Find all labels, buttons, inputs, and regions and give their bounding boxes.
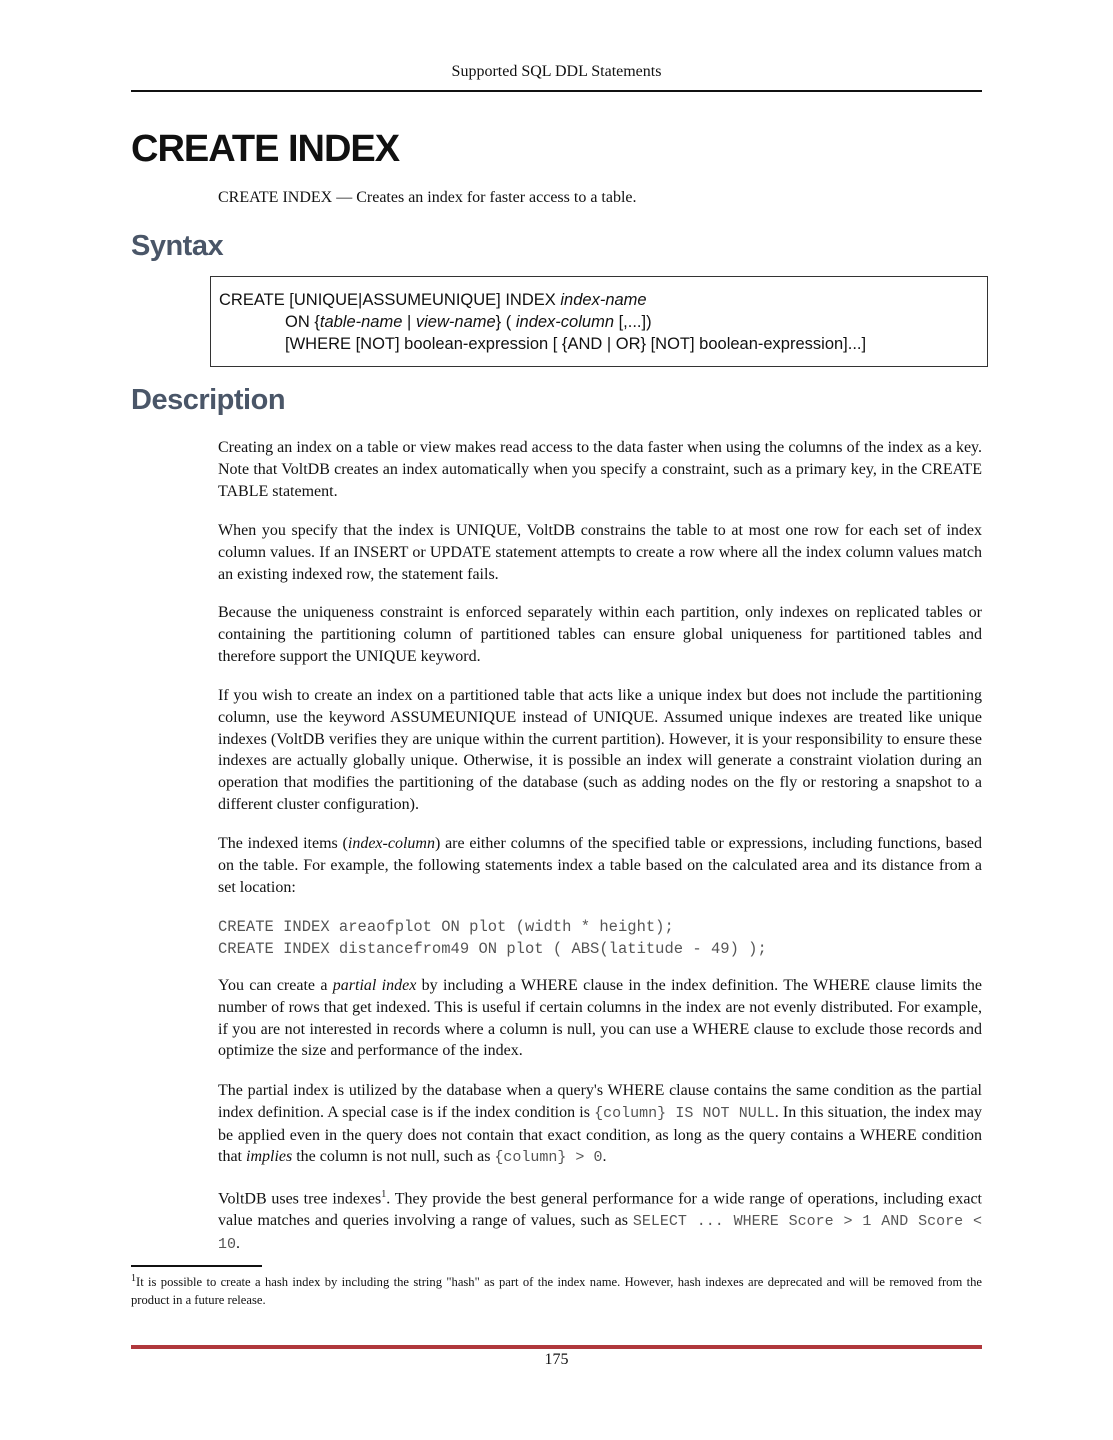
syntax-text: [,...]) [614, 313, 652, 331]
text: the column is not null, such as [292, 1148, 495, 1166]
footer-rule [131, 1345, 982, 1349]
code-line: CREATE INDEX areaofplot ON plot (width * height); [218, 918, 674, 936]
paragraph-1: Creating an index on a table or view makes read access to the data faster when using the columns of the index as a key. Note that VoltDB creates an index automatically when you specify a constraint, such as a primary key, in the CREATE TABLE statement. [218, 439, 982, 500]
emphasis: implies [246, 1148, 293, 1166]
footnote [131, 1270, 982, 1309]
text: The indexed items ( [218, 835, 348, 852]
page-title: CREATE INDEX [131, 128, 400, 170]
inline-code: SELECT ... WHERE Score > 1 AND Score < 10 [218, 1213, 983, 1253]
paragraph-8 [218, 1184, 982, 1256]
code-line: CREATE INDEX distancefrom49 ON plot ( ABS(latitude - 49) ); [218, 940, 767, 958]
text: . [236, 1234, 241, 1252]
emphasis: index-column [347, 835, 435, 852]
syntax-param: table-name [319, 313, 403, 331]
syntax-heading: Syntax [131, 230, 224, 262]
syntax-text: CREATE [UNIQUE|ASSUMEUNIQUE] INDEX [219, 291, 561, 309]
page-number: 175 [544, 1351, 569, 1368]
page-subtitle: CREATE INDEX — Creates an index for faster access to a table. [218, 189, 637, 206]
code-example [218, 916, 767, 960]
syntax-param: index-column [515, 313, 614, 331]
text: You can create a [218, 977, 333, 994]
text: ) are either columns of the specified table or expressions, including functions, based on the table. For example, the following statements index a table based on the calculated area and its distance from a set location: [218, 835, 982, 896]
emphasis: partial index [332, 977, 417, 994]
syntax-param: view-name [415, 313, 496, 331]
footnote-rule [131, 1265, 262, 1267]
paragraph-6 [218, 975, 982, 1062]
paragraph-2: When you specify that the index is UNIQUE, VoltDB constrains the table to at most one row for each set of index column values. If an INSERT or UPDATE statement attempts to create a row where all the index column values match an existing indexed row, the statement fails. [218, 522, 982, 583]
text: . [602, 1148, 607, 1166]
footnote-text: It is possible to create a hash index by including the string "hash" as part of the index name. However, hash indexes are deprecated and will be removed from the product in a future release. [131, 1275, 982, 1308]
footnote-mark: 1 [131, 1273, 136, 1284]
paragraph-4: If you wish to create an index on a partitioned table that acts like a unique index but does not include the partitioning column, use the keyword ASSUMEUNIQUE instead of UNIQUE. Assumed unique indexes are treated like unique indexes (VoltDB verifies they are unique within the current partition). However, it is your responsibility to ensure these indexes are actually globally unique. Otherwise, it is possible an index will generate a constraint violation during an operation that modifies the partitioning of the database (such as adding nodes on the fly or restoring a snapshot to a different cluster configuration). [218, 687, 982, 813]
description-heading: Description [131, 384, 286, 416]
paragraph-3: Because the uniqueness constraint is enforced separately within each partition, only indexes on replicated tables or containing the partitioning column of partitioned tables can ensure global uniqueness for partitioned tables and therefore support the UNIQUE keyword. [218, 604, 982, 665]
text: VoltDB uses tree indexes [218, 1190, 382, 1208]
paragraph-5 [218, 833, 982, 898]
syntax-param: index-name [560, 291, 647, 309]
syntax-text: } ( [495, 313, 516, 331]
text: The partial index is utilized by the database when a query's WHERE clause contains the same condition as the partial index definition. A special case is if the index condition is [218, 1082, 982, 1121]
syntax-text: | [402, 313, 416, 331]
header-rule [131, 90, 982, 92]
footnote-reference[interactable]: 1 [381, 1189, 387, 1200]
inline-code: {column} > 0 [494, 1149, 603, 1167]
syntax-box [210, 276, 988, 367]
syntax-text: ON { [285, 313, 320, 331]
syntax-line-3: [WHERE [NOT] boolean-expression [ {AND | OR} [NOT] boolean-expression]...] [285, 335, 867, 353]
text: . In this situation, the index may be applied even in the query does not contain that exact condition, as long as the query contains a WHERE condition that [218, 1103, 982, 1166]
paragraph-7 [218, 1080, 982, 1169]
inline-code: {column} IS NOT NULL [594, 1104, 775, 1122]
text: . They provide the best general performance for a wide range of operations, including exact value matches and queries involving a range of values, such as [218, 1190, 983, 1230]
running-header: Supported SQL DDL Statements [451, 63, 662, 80]
text: by including a WHERE clause in the index definition. The WHERE clause limits the number of rows that get indexed. This is useful if certain columns in the index are not evenly distributed. For example, if you are not interested in records where a column is null, you can use a WHERE clause to exclude those records and optimize the size and performance of the index. [218, 977, 983, 1060]
